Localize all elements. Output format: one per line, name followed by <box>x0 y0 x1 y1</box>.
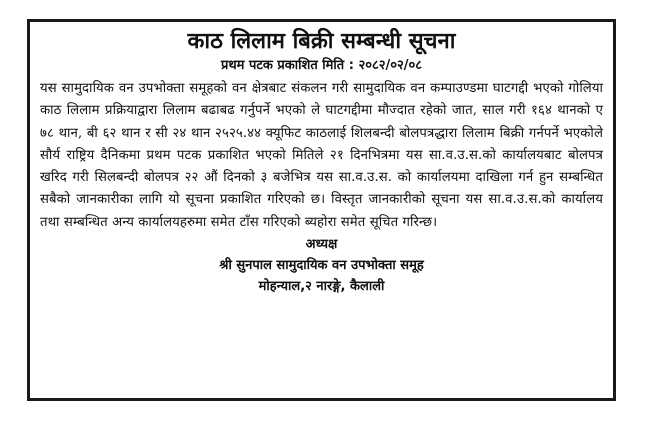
notice-body: यस सामुदायिक वन उपभोक्ता समूहको वन क्षेत्रबाट संकलन गरी सामुदायिक वन कम्पाउण्डमा घाटगद्दी भएको गोलिया काठ लिलाम प्रक्रियाद्वारा लिलाम बढाबढ गर्नुपर्ने भएको ले घाटगद्दीमा मौज्दात रहेको जात, साल गरी १६४ थानको ए ७८ थान, बी ६२ थान र सी २४ थान २५२५.४४ क्यूफिट काठलाई शिलबन्दी बोलपत्रद्धारा लिलाम बिक्री गर्नपर्ने भएकोले सौर्य राष्ट्रिय दैनिकमा प्रथम पटक प्रकाशित भएको मितिले २१ दिनभित्रमा यस सा.व.उ.स.को कार्यालयबाट बोलपत्र खरिद गरी सिलबन्दी बोलपत्र २२ औं दिनको ३ बजेभित्र यस सा.व.उ.स. को कार्यालयमा दाखिला गर्न हुन सम्बन्धित सबैको जानकारीका लागि यो सूचना प्रकाशित गरिएको छ। विस्तृत जानकारीको सूचना यस सा.व.उ.स.को कार्यालय तथा सम्बन्धित अन्य कार्यालयहरुमा समेत टाँस गरिएको ब्यहोरा समेत सूचित गरिन्छ। <box>40 81 603 230</box>
notice-title: काठ लिलाम बिक्री सम्बन्धी सूचना <box>187 29 456 54</box>
notice-box <box>27 19 616 401</box>
organization-address: मोहन्याल,२ नारङ्गे, कैलाली <box>258 279 385 295</box>
organization-name: श्री सुनपाल सामुदायिक वन उपभोक्ता समूह <box>219 258 424 274</box>
publication-date: प्रथम पटक प्रकाशित मिति : २०८२/०२/०८ <box>220 58 423 73</box>
signatory-title: अध्यक्ष <box>305 237 338 253</box>
